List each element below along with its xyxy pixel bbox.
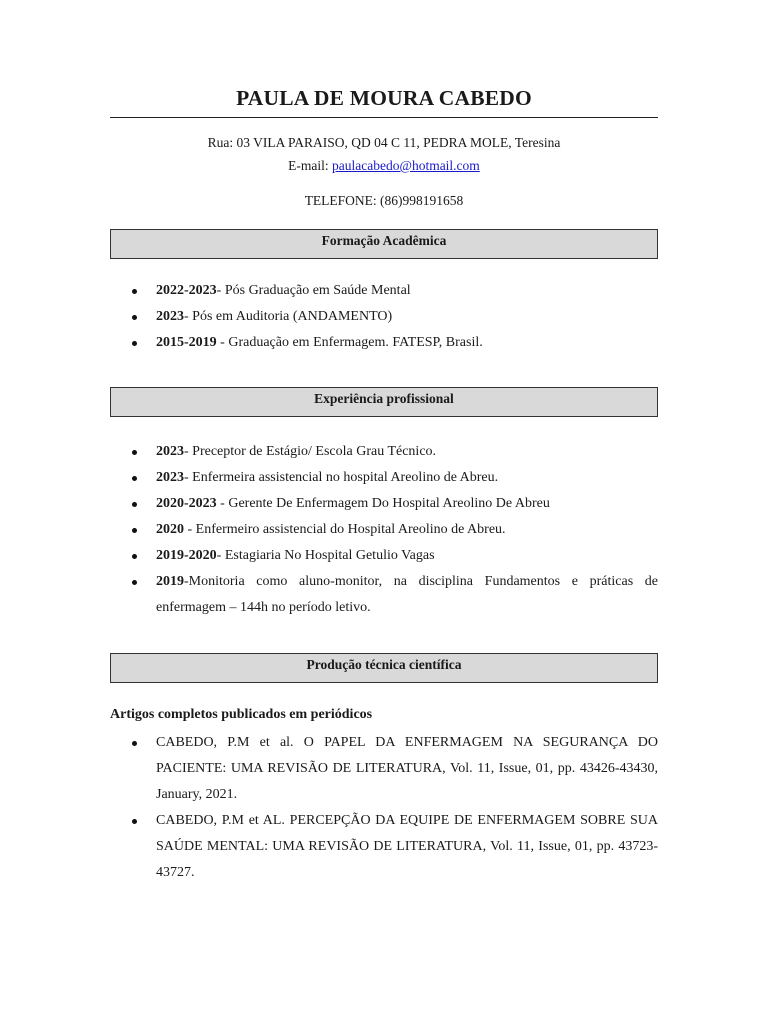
email-line bbox=[110, 158, 658, 174]
item-text: - Preceptor de Estágio/ Escola Grau Técnico. bbox=[184, 444, 437, 459]
list-item bbox=[0, 278, 768, 304]
list-item bbox=[0, 330, 768, 356]
email-label: E-mail: bbox=[288, 158, 333, 173]
item-year: 2023 bbox=[156, 309, 184, 324]
bullet-icon bbox=[132, 502, 137, 507]
phone: TELEFONE: (86)998191658 bbox=[304, 193, 464, 208]
list-item bbox=[0, 491, 768, 517]
section-formacao-title: Formação Acadêmica bbox=[110, 229, 658, 259]
section-producao-title: Produção técnica científica bbox=[110, 653, 658, 683]
item-year: 2019-2020 bbox=[156, 548, 217, 563]
bullet-icon bbox=[132, 580, 137, 585]
bullet-icon bbox=[132, 450, 137, 455]
bullet-icon bbox=[132, 315, 137, 320]
title-divider bbox=[110, 117, 658, 118]
item-text: CABEDO, P.M et al. O PAPEL DA ENFERMAGEM NA SEGURANÇA DO PACIENTE: UMA REVISÃO DE LITERATURA, Vol. 11, Issue, 01, pp. 43426-43430, January, 2021. bbox=[156, 735, 658, 802]
list-item bbox=[0, 304, 768, 330]
bullet-icon bbox=[132, 528, 137, 533]
bullet-icon bbox=[132, 289, 137, 294]
list-item bbox=[0, 808, 768, 886]
list-item bbox=[0, 543, 768, 569]
item-text: - Enfermeiro assistencial do Hospital Areolino de Abreu. bbox=[184, 522, 506, 537]
address: Rua: 03 VILA PARAISO, QD 04 C 11, PEDRA MOLE, Teresina bbox=[207, 135, 561, 150]
section-experiencia-title: Experiência profissional bbox=[110, 387, 658, 417]
list-item bbox=[0, 730, 768, 808]
producao-list bbox=[0, 730, 768, 886]
list-item bbox=[0, 465, 768, 491]
item-text: CABEDO, P.M et AL. PERCEPÇÃO DA EQUIPE DE ENFERMAGEM SOBRE SUA SAÚDE MENTAL: UMA REVISÃO DE LITERATURA, Vol. 11, Issue, 01, pp. 43723-43727. bbox=[156, 813, 658, 880]
item-year: 2023 bbox=[156, 444, 184, 459]
item-year: 2020 bbox=[156, 522, 184, 537]
bullet-icon bbox=[132, 554, 137, 559]
bullet-icon bbox=[132, 741, 137, 746]
item-text: - Graduação em Enfermagem. FATESP, Brasil. bbox=[216, 335, 483, 350]
candidate-name: PAULA DE MOURA CABEDO bbox=[236, 86, 532, 110]
formacao-list bbox=[0, 278, 768, 356]
item-year: 2019 bbox=[156, 574, 184, 589]
bullet-icon bbox=[132, 341, 137, 346]
experiencia-list bbox=[0, 439, 768, 621]
list-item bbox=[0, 517, 768, 543]
item-text: - Pós Graduação em Saúde Mental bbox=[216, 283, 411, 298]
item-year: 2020-2023 bbox=[156, 496, 217, 511]
item-year: 2015-2019 bbox=[156, 335, 217, 350]
bullet-icon bbox=[132, 476, 137, 481]
item-year: 2023 bbox=[156, 470, 184, 485]
list-item bbox=[0, 569, 768, 621]
bullet-icon bbox=[132, 819, 137, 824]
item-text: -Monitoria como aluno-monitor, na disciplina Fundamentos e práticas de enfermagem – 144h no período letivo. bbox=[156, 574, 658, 615]
item-text: - Gerente De Enfermagem Do Hospital Areolino De Abreu bbox=[216, 496, 550, 511]
item-text: - Pós em Auditoria (ANDAMENTO) bbox=[184, 309, 393, 324]
item-year: 2022-2023 bbox=[156, 283, 217, 298]
item-text: - Enfermeira assistencial no hospital Areolino de Abreu. bbox=[184, 470, 499, 485]
item-text: - Estagiaria No Hospital Getulio Vagas bbox=[216, 548, 435, 563]
list-item bbox=[0, 439, 768, 465]
email-link[interactable]: paulacabedo@hotmail.com bbox=[332, 158, 480, 173]
articles-subheading: Artigos completos publicados em periódicos bbox=[110, 707, 373, 722]
